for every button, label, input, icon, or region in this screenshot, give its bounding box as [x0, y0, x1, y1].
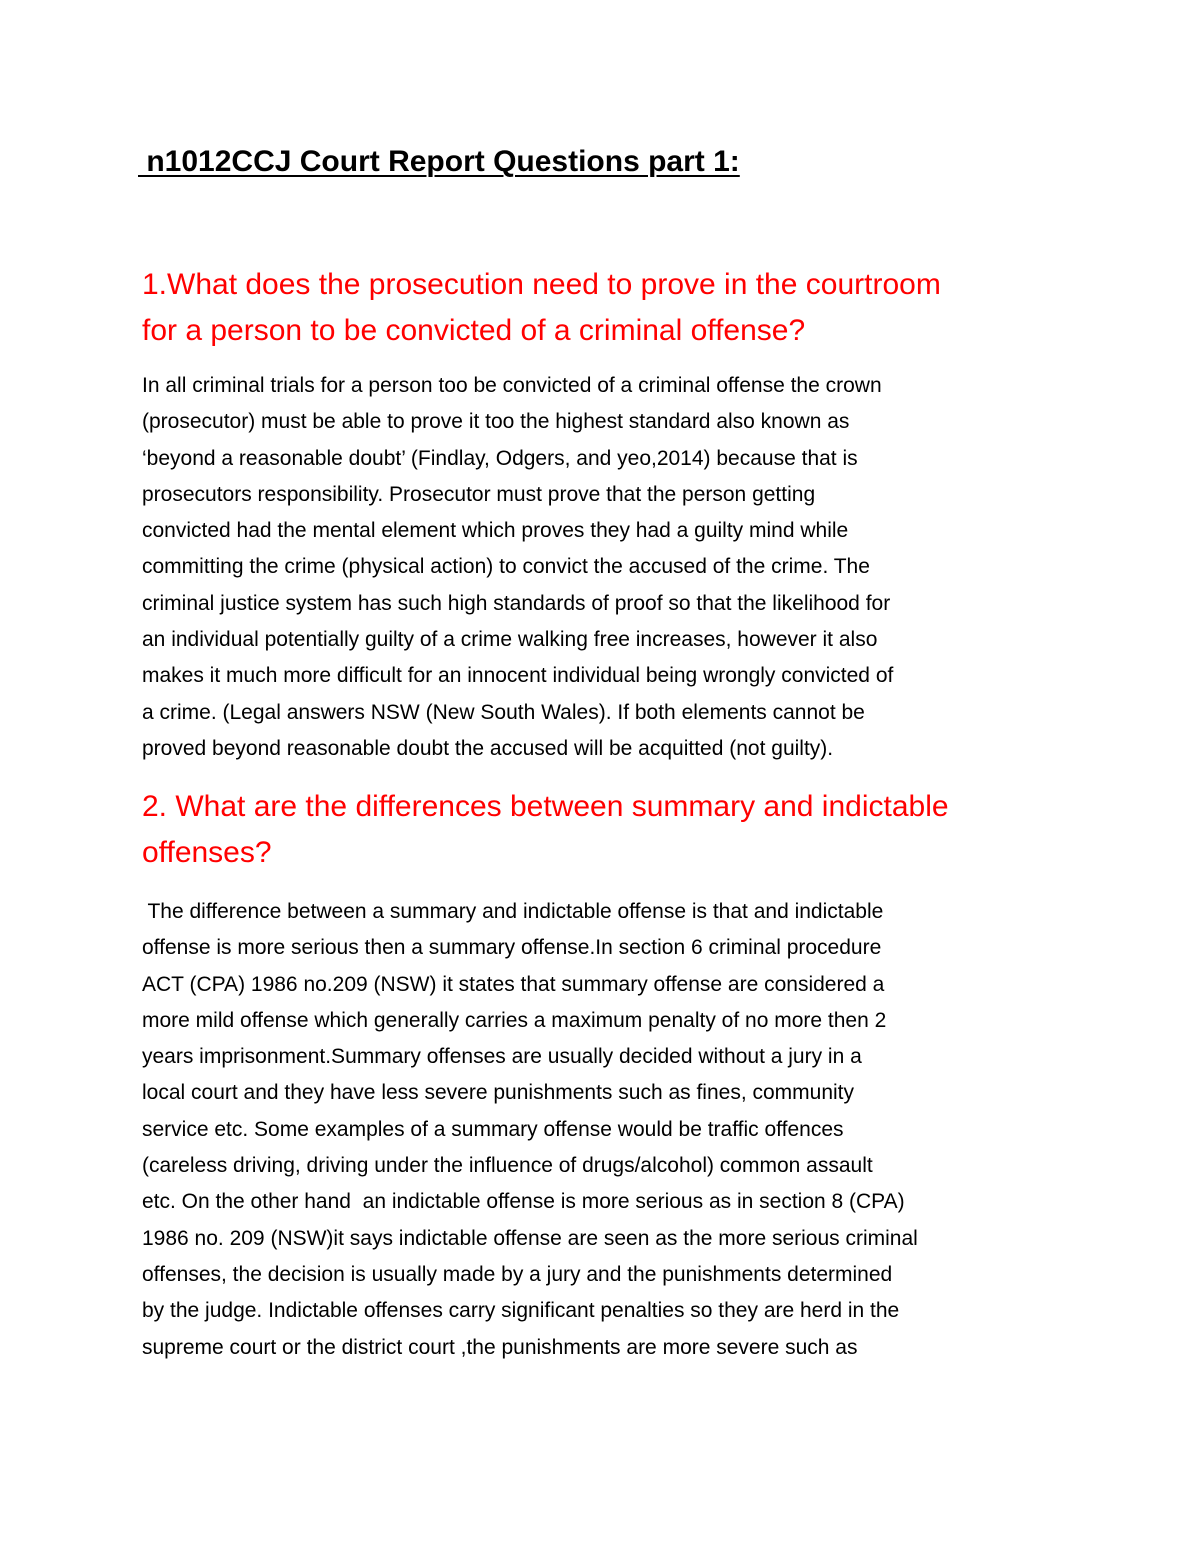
answer-line: convicted had the mental element which proves they had a guilty mind while — [142, 519, 849, 543]
answer-line: supreme court or the district court ,the punishments are more severe such as — [142, 1335, 858, 1359]
question-line: 2. What are the differences between summary and indictable — [142, 790, 949, 823]
answer-line: proved beyond reasonable doubt the accused will be acquitted (not guilty). — [142, 736, 834, 760]
answer-line: 1986 no. 209 (NSW)it says indictable offense are seen as the more serious criminal — [142, 1226, 918, 1250]
answer-line: a crime. (Legal answers NSW (New South Wales). If both elements cannot be — [142, 700, 865, 724]
answer-line: offenses, the decision is usually made by a jury and the punishments determined — [142, 1262, 893, 1286]
answer-line: etc. On the other hand an indictable offense is more serious as in section 8 (CPA) — [142, 1190, 905, 1214]
answer-line: years imprisonment.Summary offenses are usually decided without a jury in a — [142, 1045, 862, 1069]
question-line: offenses? — [142, 836, 272, 869]
answer-line: makes it much more difficult for an innocent individual being wrongly convicted of — [142, 664, 894, 688]
answer-line: service etc. Some examples of a summary offense would be traffic offences — [142, 1117, 844, 1141]
document-title: n1012CCJ Court Report Questions part 1: — [138, 145, 740, 178]
question-line: for a person to be convicted of a criminal offense? — [142, 314, 806, 347]
answer-line: ‘beyond a reasonable doubt’ (Findlay, Odgers, and yeo,2014) because that is — [142, 446, 858, 470]
answer-line: prosecutors responsibility. Prosecutor must prove that the person getting — [142, 482, 816, 506]
answer-line: an individual potentially guilty of a crime walking free increases, however it also — [142, 628, 878, 652]
answer-line: In all criminal trials for a person too be convicted of a criminal offense the crown — [142, 374, 882, 397]
answer-line: more mild offense which generally carries a maximum penalty of no more then 2 — [142, 1008, 887, 1032]
answer-line: local court and they have less severe punishments such as fines, community — [142, 1081, 855, 1105]
answer-line: committing the crime (physical action) to convict the accused of the crime. The — [142, 555, 870, 579]
answer-line: offense is more serious then a summary offense.In section 6 criminal procedure — [142, 936, 882, 960]
answer-line: The difference between a summary and indictable offense is that and indictable — [142, 900, 884, 923]
answer-line: criminal justice system has such high standards of proof so that the likelihood for — [142, 591, 891, 615]
question-line: 1.What does the prosecution need to prove in the courtroom — [142, 268, 941, 301]
answer-2-paragraph — [142, 894, 1082, 1366]
answer-line: (careless driving, driving under the influence of drugs/alcohol) common assault — [142, 1154, 873, 1178]
answer-1-paragraph — [142, 368, 1082, 767]
question-1-heading — [142, 262, 1062, 354]
answer-line: ACT (CPA) 1986 no.209 (NSW) it states that summary offense are considered a — [142, 972, 885, 996]
answer-line: by the judge. Indictable offenses carry significant penalties so they are herd in the — [142, 1299, 900, 1323]
answer-line: (prosecutor) must be able to prove it too the highest standard also known as — [142, 410, 850, 434]
question-2-heading — [142, 784, 1062, 876]
